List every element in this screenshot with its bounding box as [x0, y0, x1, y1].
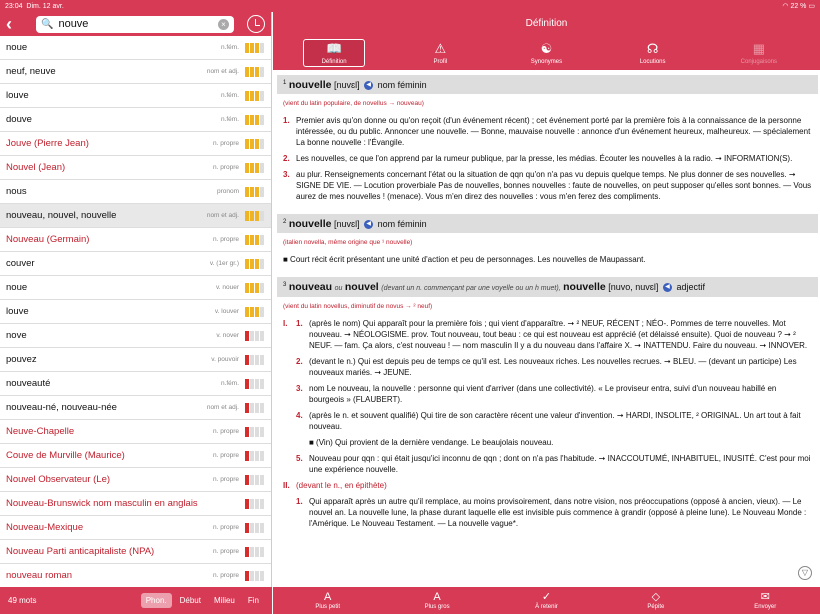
definition-text: ■ Court récit écrit présentant une unité d'action et peu de personnages. Les nouvelles de Maupassant. — [283, 255, 646, 264]
definition-panel — [273, 12, 820, 614]
definition: 3. nom Le nouveau, la nouvelle : personne qui vient d'arriver (dans une collectivité). « Le proviseur entra, suivi d'un nouveau habillé en bourgeois » (FLAUBERT). — [277, 381, 818, 408]
list-item[interactable] — [0, 60, 271, 84]
list-item-category: n. propre — [212, 524, 239, 531]
definition-text: au plur. Renseignements concernant l'état ou la situation de qqn qu'on n'a pas vu depuis quelque temps. Ne plus donner de ses nouvelles. ➞ SIGNE DE VIE. — Locution proverbiale Pas de nouvelles, bonnes nouvelles : faute de nouvelles, on peut supposer qu'elles sont bonnes. — Vous aurez de mes nouvelles ! (menace). Vous m'en direz des nouvelles : vous m'en ferez des compliments. — [296, 170, 812, 201]
status-bar — [0, 0, 820, 12]
tab-label: Définition — [321, 59, 347, 65]
list-item[interactable] — [0, 348, 271, 372]
etymology: (vient du latin populaire, de novellus → nouveau) — [283, 100, 424, 107]
list-item-category: n. propre — [212, 548, 239, 555]
wifi-icon: ◠ — [782, 3, 789, 10]
list-item-word: Nouveau-Brunswick nom masculin en anglais — [6, 498, 198, 509]
list-item-category: n. propre — [212, 452, 239, 459]
list-item-word: nouveau roman — [6, 570, 73, 581]
list-item-category: v. nover — [216, 332, 239, 339]
definition-text: ■ (Vin) Qui provient de la dernière vendange. Le beaujolais nouveau. — [309, 438, 554, 447]
pronunciation: [nuvo, nuvɛl] — [608, 282, 659, 292]
list-item[interactable] — [0, 468, 271, 492]
list-item[interactable] — [0, 420, 271, 444]
frequency-indicator — [245, 187, 265, 197]
list-item-word: nous — [6, 186, 27, 197]
frequency-indicator — [245, 283, 265, 293]
definition-text: (après le n. et souvent qualifié) Qui tire de son caractère récent une valeur d'invention. ➞ HARDI, INSOLITE, ² ORIGINAL. Un art tout à fait nouveau. — [309, 411, 801, 431]
pronunciation: [nuvɛl] — [333, 80, 360, 90]
list-item-category: nom et adj. — [206, 404, 239, 411]
search-value[interactable]: nouve — [58, 18, 89, 30]
list-item-word: noue — [6, 282, 28, 293]
remember-button[interactable] — [511, 591, 581, 610]
filter-milieu[interactable]: Milieu — [213, 596, 235, 605]
list-item-category: pronom — [216, 188, 239, 195]
panel-title: Définition — [273, 12, 820, 36]
list-item-category: n.fém. — [220, 116, 239, 123]
frequency-indicator — [245, 211, 265, 221]
frequency-indicator — [245, 427, 265, 437]
list-item-word: Nouveau-Mexique — [6, 522, 84, 533]
list-item[interactable] — [0, 84, 271, 108]
list-item[interactable] — [0, 516, 271, 540]
entry-header: $^3$ nouveau ou nouvel (devant un n. commençant par une voyelle ou un h muet), nouvelle [nuvo, nuvɛl] ◀ adjectif — [277, 277, 818, 297]
definition: 1. Qui apparaît après un autre qu'il remplace, au moins provisoirement, dans notre vision, nos préoccupations (opposé à ancien, vieux). — Le nouvel an. La nouvelle lune, la phase durant laquelle elle est invisible puis commence à grandir (opposé à pleine lune). Le Nouveau Monde : l'Amérique. Le Nouveau Testament. — La nouvelle vague*. — [277, 494, 818, 532]
button-label: À retenir — [535, 604, 558, 610]
frequency-indicator — [245, 259, 265, 269]
status-time: 23:04 — [5, 2, 23, 10]
frequency-indicator — [245, 523, 265, 533]
frequency-indicator — [245, 43, 265, 53]
list-item-category: nom et adj. — [206, 212, 239, 219]
tab-definition[interactable] — [303, 39, 365, 67]
definition — [277, 252, 818, 268]
action-bar — [273, 587, 820, 614]
synonyms-icon: ☯ — [540, 41, 553, 56]
list-item-category: v. pouvoir — [211, 356, 239, 363]
definition-text: (devant le n.) Qui est depuis peu de temps ce qu'il est. Les nouveaux riches. Les nouvelles recrues. ➞ BLEU. — (devant un participe) Les nouveaux mariés. ➞ JEUNE. — [309, 357, 797, 377]
list-item-word: douve — [6, 114, 32, 125]
definition — [277, 435, 818, 451]
list-item[interactable] — [0, 300, 271, 324]
headword-variant: nouvel — [344, 281, 379, 293]
list-item-category: v. nouer — [215, 284, 239, 291]
tab-profil[interactable] — [409, 41, 471, 65]
button-label: Plus petit — [315, 604, 341, 610]
button-label: Envoyer — [754, 604, 777, 610]
tab-locutions[interactable] — [622, 41, 684, 65]
frequency-indicator — [245, 403, 265, 413]
list-item[interactable] — [0, 324, 271, 348]
clear-icon[interactable]: × — [218, 19, 229, 30]
frequency-indicator — [245, 355, 265, 365]
definition-text: Les nouvelles, ce que l'on apprend par la rumeur publique, par la presse, les médias. Écouter les nouvelles à la radio. ➞ INFORMATION(S). — [296, 154, 793, 163]
list-item-word: pouvez — [6, 354, 37, 365]
variant-note: (devant un n. commençant par une voyelle ou un h muet), — [381, 285, 561, 292]
definition: I. 1. (après le nom) Qui apparaît pour la première fois ; qui vient d'apparaître. ➞ ² NEUF, RÉCENT ; NÉO-. Pommes de terre nouvelles. Mot nouveau. ➞ NÉOLOGISME. prov. Tout nouveau, tout beau : ce qui est nouveau est apprécié (et délaissé ensuite). Quoi de nouveau ? ➞ ² NEUF. — fam. Ça alors, c'est nouveau ! — nom masculin Il y a du nouveau dans l'affaire X. ➞ INATTENDU. Faire du nouveau. ➞ INNOVER. — [277, 316, 818, 354]
status-date: Dim. 12 avr. — [26, 2, 64, 10]
scroll-bottom-icon[interactable]: ▽ — [798, 566, 812, 580]
definition-content — [277, 70, 818, 587]
frequency-indicator — [245, 499, 265, 509]
list-item-word: Nouveau (Germain) — [6, 234, 90, 245]
list-item-category: n. propre — [212, 140, 239, 147]
text-smaller-icon: A — [324, 591, 332, 603]
frequency-indicator — [245, 379, 265, 389]
list-item[interactable] — [0, 108, 271, 132]
headword: nouveau — [288, 281, 333, 293]
list-item-word: Couve de Murville (Maurice) — [6, 450, 125, 461]
text-larger-button[interactable] — [402, 591, 472, 610]
list-item[interactable] — [0, 444, 271, 468]
or-text: ou — [334, 285, 343, 292]
frequency-indicator — [245, 115, 265, 125]
definition: 5. Nouveau pour qqn : qui était jusqu'ici inconnu de qqn ; dont on n'a pas l'habitude. ➞ INACCOUTUMÉ, INHABITUEL, INUSITÉ. C'est pour moi une expérience nouvelle. — [296, 454, 811, 474]
list-item[interactable] — [0, 156, 271, 180]
list-item-word: Nouveau Parti anticapitaliste (NPA) — [6, 546, 155, 557]
definition: 2. (devant le n.) Qui est depuis peu de temps ce qu'il est. Les nouveaux riches. Les nouvelles recrues. ➞ BLEU. — (devant un participe) Les nouveaux mariés. ➞ JEUNE. — [277, 354, 818, 381]
speaker-icon[interactable]: ◀ — [364, 81, 373, 90]
list-item[interactable] — [0, 204, 271, 228]
entry-header: $^1$ nouvelle [nuvɛl] ◀ nom féminin — [277, 75, 818, 94]
list-item-word: Nouvel Observateur (Le) — [6, 474, 111, 485]
list-item[interactable] — [0, 540, 271, 564]
send-button[interactable] — [730, 591, 800, 610]
list-item-word: couver — [6, 258, 35, 269]
part-of-speech: nom féminin — [377, 219, 427, 229]
list-item-category: v. louver — [214, 308, 239, 315]
list-item-category: n. propre — [212, 572, 239, 579]
list-item-category: nom et adj. — [206, 68, 239, 75]
back-chevron-icon[interactable]: ‹ — [6, 13, 12, 34]
list-item-category: n.fém. — [220, 380, 239, 387]
list-item-word: neuf, neuve — [6, 66, 56, 77]
diamond-icon: ◇ — [651, 591, 661, 603]
tab-label: Synonymes — [530, 59, 563, 65]
word-count: 49 mots — [8, 596, 37, 605]
frequency-indicator — [245, 571, 265, 581]
list-item-word: nouveau, nouvel, nouvelle — [6, 210, 117, 221]
list-footer — [0, 587, 272, 614]
frequency-indicator — [245, 235, 265, 245]
definition-text: nom Le nouveau, la nouvelle : personne qui vient d'arriver (dans une collectivité). « Le proviseur entra, suivi d'un nouveau habillé en bourgeois » (FLAUBERT). — [309, 384, 777, 404]
list-item[interactable] — [0, 180, 271, 204]
list-item-category: n. propre — [212, 236, 239, 243]
definition-text: (devant le n., en épithète) — [296, 481, 387, 490]
part-of-speech: adjectif — [676, 282, 705, 292]
list-item-category: n. propre — [212, 476, 239, 483]
definition-text: Nouveau pour qqn : qui était jusqu'ici inconnu de qqn ; dont on n'a pas l'habitude. ➞ INACCOUTUMÉ, INHABITUEL, INUSITÉ. C'est pour moi une expérience nouvelle. — [309, 454, 811, 474]
filter-fin[interactable]: Fin — [247, 596, 259, 605]
list-item[interactable] — [0, 372, 271, 396]
definition: 1. Premier avis qu'on donne ou qu'on reçoit (d'un événement récent) ; cet événement porté par la première fois à la connaissance de la personne intéressée, ou du public. Annoncer une nouvelle. — Bonne, mauvaise nouvelle : annonce d'un événement heureux, malheureux. — spécialement La bonne nouvelle : l'Évangile. — [283, 116, 811, 147]
definition: 4. (après le n. et souvent qualifié) Qui tire de son caractère récent une valeur d'invention. ➞ HARDI, INSOLITE, ² ORIGINAL. Un art tout à fait nouveau. — [277, 408, 818, 435]
speaker-icon[interactable]: ◀ — [364, 220, 373, 229]
list-header — [0, 12, 271, 36]
text-larger-icon: A — [433, 591, 441, 603]
locutions-icon: ☊ — [646, 41, 659, 56]
button-label: Pépite — [647, 604, 665, 610]
list-item[interactable] — [0, 132, 271, 156]
list-item[interactable] — [0, 564, 271, 588]
check-icon: ✓ — [541, 591, 552, 603]
list-item-category: n. propre — [212, 164, 239, 171]
frequency-indicator — [245, 307, 265, 317]
frequency-indicator — [245, 91, 265, 101]
mail-icon: ✉ — [760, 591, 770, 603]
filter-debut[interactable]: Début — [179, 596, 201, 605]
frequency-indicator — [245, 547, 265, 557]
battery-level: 22 % — [790, 2, 807, 10]
text-smaller-button[interactable] — [293, 591, 363, 610]
definition-text: Qui apparaît après un autre qu'il remplace, au moins provisoirement, dans notre vision, nos préoccupations (opposé à ancien, vieux). — Le nouvel an. La nouvelle lune, la phase durant laquelle elle est invisible puis commence à grandir (opposé à pleine lune). Le Nouveau Monde : l'Amérique. Le Nouveau Testament. — La nouvelle vague*. — [309, 497, 807, 528]
button-label: Plus gros — [424, 604, 450, 610]
list-item-category: n. propre — [212, 428, 239, 435]
list-item-category: v. (1er gr.) — [209, 260, 239, 267]
frequency-indicator — [245, 331, 265, 341]
battery-icon: ▭ — [808, 3, 815, 10]
frequency-indicator — [245, 475, 265, 485]
list-item-word: nove — [6, 330, 27, 341]
headword: nouvelle — [288, 218, 332, 230]
tab-label: Locutions — [639, 59, 666, 65]
definition-text: (après le nom) Qui apparaît pour la première fois ; qui vient d'apparaître. ➞ ² NEUF, RÉCENT ; NÉO-. Pommes de terre nouvelles. Mot nouveau. ➞ NÉOLOGISME. prov. Tout nouveau, tout beau : ce qui est nouveau est apprécié (et délaissé ensuite). Quoi de nouveau ? ➞ ² NEUF. — fam. Ça alors, c'est nouveau ! — nom masculin Il y a du nouveau dans l'affaire X. ➞ INATTENDU. Faire du nouveau. ➞ INNOVER. — [309, 319, 808, 350]
frequency-indicator — [245, 451, 265, 461]
definition-text: Premier avis qu'on donne ou qu'on reçoit (d'un événement récent) ; cet événement porté par la première fois à la connaissance de la personne intéressée, ou du public. Annoncer une nouvelle. — Bonne, mauvaise nouvelle : annonce d'un événement heureux, malheureux. — spécialement La bonne nouvelle : l'Évangile. — [296, 116, 811, 147]
list-item[interactable] — [0, 252, 271, 276]
search-input[interactable] — [36, 16, 234, 33]
search-icon: 🔍 — [41, 18, 54, 30]
entry-header: $^2$ nouvelle [nuvɛl] ◀ nom féminin — [277, 214, 818, 233]
word-list-panel — [0, 12, 272, 614]
part-of-speech: nom féminin — [377, 80, 427, 90]
list-item-word: louve — [6, 306, 29, 317]
etymology: (italien novella, même origine que ¹ nouvelle) — [283, 239, 413, 246]
list-item-word: nouveauté — [6, 378, 51, 389]
list-item-word: nouveau-né, nouveau-née — [6, 402, 117, 413]
frequency-indicator — [245, 139, 265, 149]
warning-icon: ⚠ — [434, 41, 447, 56]
list-item[interactable] — [0, 492, 271, 516]
nugget-button[interactable] — [621, 591, 691, 610]
tab-synonymes[interactable] — [515, 41, 577, 65]
conjugation-icon: ▦ — [752, 41, 765, 56]
word-list — [0, 36, 271, 588]
list-item[interactable] — [0, 36, 271, 60]
list-item-word: Nouvel (Jean) — [6, 162, 66, 173]
tab-bar — [273, 36, 820, 70]
list-item[interactable] — [0, 276, 271, 300]
tab-conjugaisons[interactable] — [728, 41, 790, 65]
list-item-category: n.fém. — [220, 92, 239, 99]
headword-feminine: nouvelle — [563, 281, 606, 293]
list-item-word: Neuve-Chapelle — [6, 426, 75, 437]
etymology: (vient du latin novellus, diminutif de novus → ² neuf) — [283, 303, 433, 310]
tab-label: Conjugaisons — [740, 59, 778, 65]
headword: nouvelle — [288, 79, 332, 91]
history-clock-icon[interactable] — [247, 15, 265, 33]
tab-label: Profil — [433, 59, 448, 65]
book-icon: 📖 — [326, 41, 343, 56]
filter-phon[interactable]: Phon. — [141, 593, 172, 608]
definition: 2. Les nouvelles, ce que l'on apprend par la rumeur publique, par la presse, les médias. Écouter les nouvelles à la radio. ➞ INFORMATION(S). — [283, 154, 793, 163]
list-item-word: louve — [6, 90, 29, 101]
list-item-word: Jouve (Pierre Jean) — [6, 138, 89, 149]
list-item-word: noue — [6, 42, 28, 53]
frequency-indicator — [245, 67, 265, 77]
list-item[interactable] — [0, 228, 271, 252]
list-item-category: n.fém. — [220, 44, 239, 51]
frequency-indicator — [245, 163, 265, 173]
speaker-icon[interactable]: ◀ — [663, 283, 672, 292]
definition: 3. au plur. Renseignements concernant l'état ou la situation de qqn qu'on n'a pas vu depuis quelque temps. Ne plus donner de ses nouvelles. ➞ SIGNE DE VIE. — Locution proverbiale Pas de nouvelles, bonnes nouvelles : faute de nouvelles, on peut supposer qu'elles sont bonnes. — Vous aurez de mes nouvelles ! (menace). Vous m'en direz des nouvelles : vous m'en ferez des compliments. — [283, 170, 812, 201]
pronunciation: [nuvɛl] — [333, 219, 360, 229]
list-item[interactable] — [0, 396, 271, 420]
definition: II. (devant le n., en épithète) — [283, 481, 387, 490]
